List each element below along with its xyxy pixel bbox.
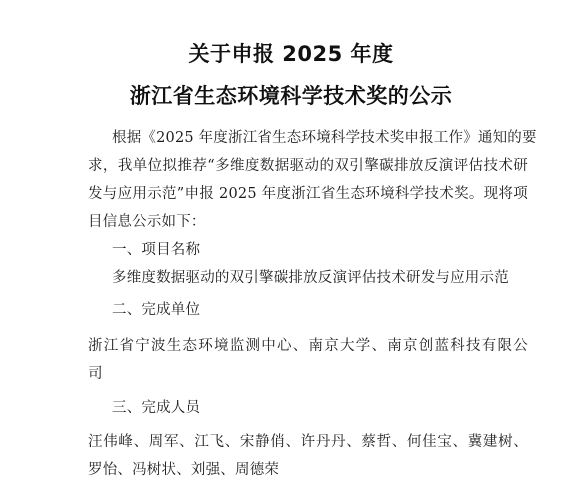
document-title-line-1: 关于申报 2025 年度: [188, 42, 394, 66]
project-name-text: 多维度数据驱动的双引擎碳排放反演评估技术研发与应用示范: [112, 270, 509, 286]
section-heading-project-name: 一、项目名称: [112, 242, 201, 258]
units-line-2: 司: [88, 366, 103, 382]
intro-line-1: 根据《2025 年度浙江省生态环境科学技术奖申报工作》通知的要: [112, 130, 537, 146]
intro-line-2: 求，我单位拟推荐“多维度数据驱动的双引擎碳排放反演评估技术研: [88, 158, 528, 174]
intro-line-4: 目信息公示如下：: [88, 214, 206, 230]
people-line-1: 汪伟峰、周军、江飞、宋静俏、许丹丹、蔡哲、何佳宝、冀建树、: [88, 434, 528, 450]
section-heading-completion-people: 三、完成人员: [112, 400, 201, 416]
section-heading-completion-unit: 二、完成单位: [112, 302, 201, 318]
document-title-line-2: 浙江省生态环境科学技术奖的公示: [129, 84, 453, 108]
units-line-1: 浙江省宁波生态环境监测中心、南京大学、南京创蓝科技有限公: [88, 338, 528, 354]
intro-line-3: 发与应用示范”申报 2025 年度浙江省生态环境科学技术奖。现将项: [88, 186, 528, 202]
people-line-2: 罗怡、冯树状、刘强、周德荣: [88, 462, 280, 478]
